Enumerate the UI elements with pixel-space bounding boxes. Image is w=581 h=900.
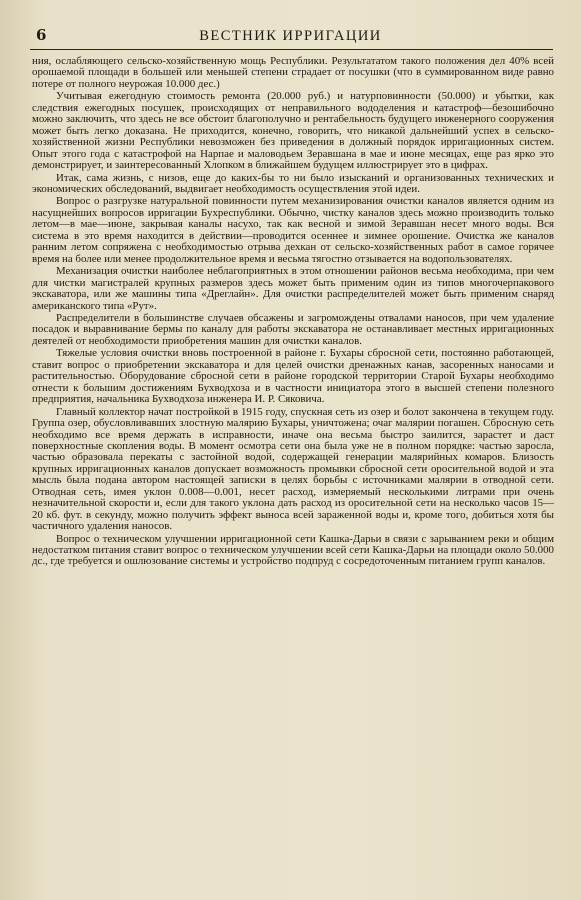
article-body xyxy=(32,56,554,896)
paragraph: Главный коллектор начат постройкой в 1915 году, спускная сеть из озер и болот закончена в текущем году. Группа озер, обусловливавших злостную малярию Бухары, уничтожена; очаг малярии погашен. Сбросную сеть необходимо все время держать в исправности, иначе она весьма быстро заилится, зарастет и даст поверхностные скопления воды. В момент осмотра сети она была уже не в полном порядке: частью заросла, частью образовала перекаты с застойной водой, содержащей генерации малярийных комаров. Близость крупных ирригационных каналов допускает возможность промывки сбросной сети оросительной водой и эта мысль была подана автором настоящей записки в целях борьбы с источниками малярии в отводной сети. Отводная сеть, имея уклон 0.008—0.001, несет расход, измеряемый несколькими литрами при очень незначительной скорости и, если для такого уклона дать расход из оросительной сети на несколько часов 15—20 кб. фут. в секунду, можно получить эффект выноса всей зараженной воды и, кроме того, добиться хотя бы частичного удаления наносов. xyxy=(32,405,554,533)
paragraph: ния, ослабляющего сельско-хозяйственную мощь Республики. Результататом такого положения дел 40% всей орошаемой площади в большей или меньшей степени страдает от посушки (что в суммированном виде равно потере от полного неурожая 10.000 дес.) xyxy=(32,56,554,90)
page-header xyxy=(0,0,581,52)
paragraph: Итак, сама жизнь, с низов, еще до каких-бы то ни было изысканий и организованных технических и экономических обследований, выдвигает необходимость осуществления этой идеи. xyxy=(32,171,554,195)
paragraph: Тяжелые условия очистки вновь построенной в районе г. Бухары сбросной сети, постоянно работающей, ставит вопрос о приобретении экскаватора и для целей очистки дренажных канав, засоренных наносами и растительностью. Оборудование сбросной сети в районе городской территории Старой Бухары необходимо отнести к большим достижениям Бухводхоза и в частности инициатора этого в высшей степени полезного предприятия, начальника Бухводхоза инженера И. Р. Сяковича. xyxy=(32,347,554,406)
paragraph: Учитывая ежегодную стоимость ремонта (20.000 руб.) и натурповинности (50.000) и убытки, как следствия ежегодных посушек, происходящих от неправильного вододеления и катастроф—безошибочно можно заключить, что здесь не все обстоит благополучно и рентабельность будущего инженерного сооружения может быть легко доказана. Не приходится, конечно, говорить, что никакой дальнейший успех в сельско-хозяйственной жизни Республики невозможен без приведения в должный порядок ирригационных систем. Опыт этого года с катастрофой на Нарпае и маловодьем Зеравшана в мае и июне месяцах, еще раз ярко это демонстрирует, и заинтересованный Хлопком в ближайшем будущем иллюстрирует это в цифрах. xyxy=(32,90,554,172)
paragraph: Распределители в большинстве случаев обсажены и загромождены отвалами наносов, при чем удаление посадок и выравнивание бермы по каналу для работы экскаватора не останавливает местных ирригационных деятелей от необходимости приобретения машин для очистки каналов. xyxy=(32,311,554,347)
journal-title: ВЕСТНИК ИРРИГАЦИИ xyxy=(199,28,382,44)
header-rule xyxy=(30,49,553,50)
page-number: 6 xyxy=(36,26,47,44)
paragraph: Вопрос о техническом улучшении ирригационной сети Кашка-Дарьи в связи с зарыванием реки и общим недостатком питания ставит вопрос о техническом улучшении всей сети Кашка-Дарьи на площади около 50.000 дс., где требуется и ошлюзование системы и устройство подпруд с сосредоточенным питанием групп каналов. xyxy=(32,532,554,568)
paragraph: Механизация очистки наиболее неблагоприятных в этом отношении районов весьма необходима, при чем для чистки магистралей крупных размеров здесь может быть применим один из типов многочерпакового экскаватора, или же машины типа «Дреглайн». Для очистки распределителей может быть применим снаряд американского типа «Рут». xyxy=(32,265,554,312)
paragraph: Вопрос о разгрузке натуральной повинности путем механизирования очистки каналов является одним из насущнейших вопросов ирригации Бухреспублики. Обычно, чистку каналов здесь можно производить только летом—в мае—июне, закрывая каналы насухо, так как весной и зимой Зеравшан несет много воды. Вся система в это время находится в действии—проводится осеннее и зимнее орошение. Очистка же каналов ранним летом сопряжена с необходимостью отрыва дехкан от сельско-хозяйственных работ в самое горячее время на более или менее продолжительное время и весьма тягостно отзывается на водопользователях. xyxy=(32,195,554,265)
